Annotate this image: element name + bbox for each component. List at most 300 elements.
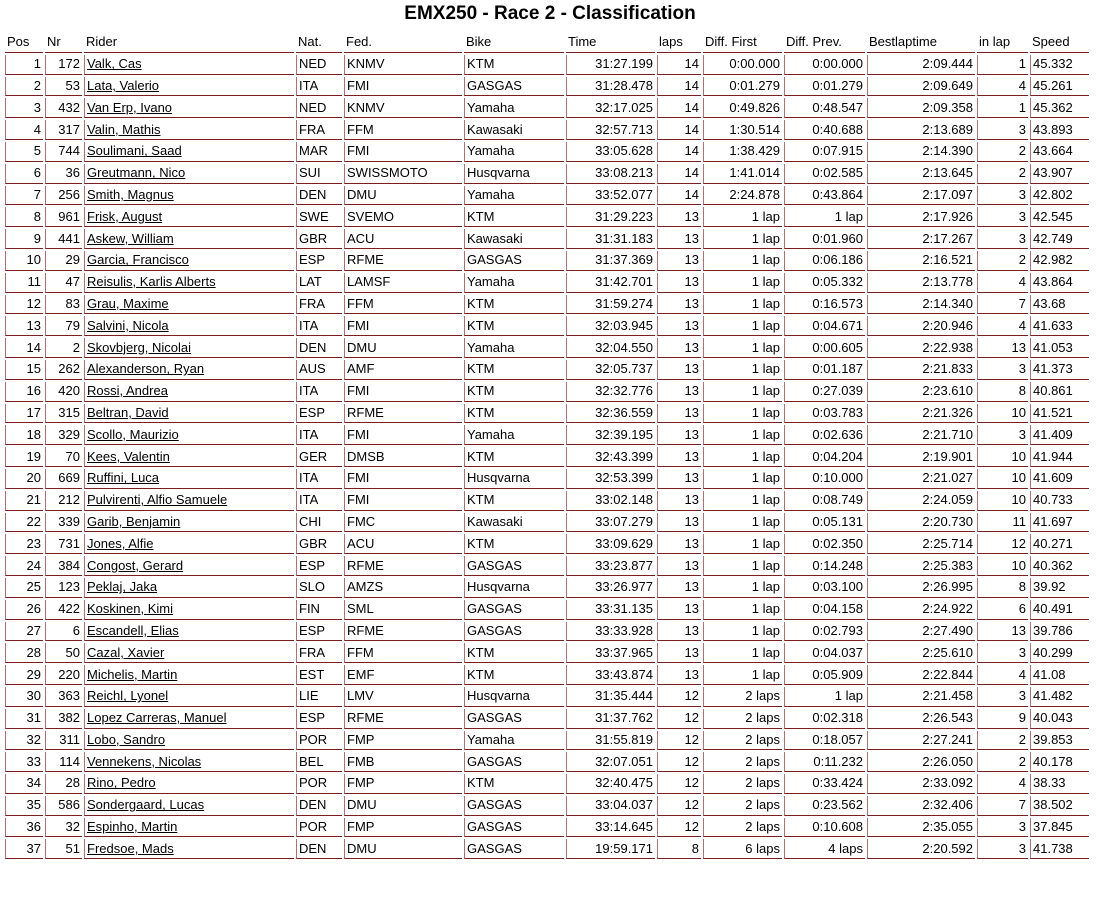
- cell-pos: 29: [5, 665, 43, 685]
- cell-pos: 22: [5, 513, 43, 533]
- cell-diff-first: 1 lap: [703, 447, 782, 467]
- cell-diff-first: 1 lap: [703, 295, 782, 315]
- cell-rider: [84, 142, 294, 162]
- cell-pos: 21: [5, 491, 43, 511]
- cell-pos: 11: [5, 273, 43, 293]
- cell-nat: ITA: [296, 77, 342, 97]
- cell-bestlaptime: 2:25.610: [867, 643, 975, 663]
- table-row: [5, 752, 1089, 772]
- column-header-laps: laps: [657, 33, 701, 53]
- cell-pos: 24: [5, 556, 43, 576]
- table-row: [5, 687, 1089, 707]
- cell-bike: KTM: [464, 404, 564, 424]
- cell-nat: MAR: [296, 142, 342, 162]
- cell-speed: 40.362: [1030, 556, 1089, 576]
- column-header-in-lap: in lap: [977, 33, 1028, 53]
- cell-fed: FMI: [344, 77, 462, 97]
- cell-bike: GASGAS: [464, 600, 564, 620]
- cell-in-lap: 10: [977, 404, 1028, 424]
- column-header-speed: Speed: [1030, 33, 1089, 53]
- column-header-rider: Rider: [84, 33, 294, 53]
- cell-in-lap: 3: [977, 229, 1028, 249]
- rider-link[interactable]: Escandell, Elias: [87, 622, 179, 638]
- cell-fed: FMI: [344, 491, 462, 511]
- rider-link[interactable]: Rino, Pedro: [87, 775, 156, 791]
- cell-speed: 41.409: [1030, 425, 1089, 445]
- page-title: EMX250 - Race 2 - Classification: [404, 3, 696, 24]
- cell-speed: 45.362: [1030, 98, 1089, 118]
- cell-bike: KTM: [464, 665, 564, 685]
- cell-rider: [84, 273, 294, 293]
- cell-pos: 5: [5, 142, 43, 162]
- cell-laps: 14: [657, 77, 701, 97]
- cell-rider: [84, 578, 294, 598]
- rider-link[interactable]: Valk, Cas: [87, 56, 142, 72]
- cell-bike: KTM: [464, 382, 564, 402]
- cell-bestlaptime: 2:16.521: [867, 251, 975, 271]
- table-row: [5, 796, 1089, 816]
- cell-rider: [84, 425, 294, 445]
- cell-diff-first: 2 laps: [703, 796, 782, 816]
- cell-diff-prev: 4 laps: [784, 839, 865, 859]
- table-row: [5, 491, 1089, 511]
- cell-diff-prev: 0:14.248: [784, 556, 865, 576]
- cell-laps: 13: [657, 251, 701, 271]
- cell-diff-first: 1 lap: [703, 491, 782, 511]
- cell-laps: 12: [657, 687, 701, 707]
- cell-nat: CHI: [296, 513, 342, 533]
- cell-bestlaptime: 2:24.059: [867, 491, 975, 511]
- cell-diff-prev: 0:04.204: [784, 447, 865, 467]
- cell-nat: SUI: [296, 164, 342, 184]
- cell-fed: FMI: [344, 469, 462, 489]
- cell-nr: 262: [45, 360, 82, 380]
- cell-time: 32:53.399: [566, 469, 655, 489]
- cell-pos: 16: [5, 382, 43, 402]
- cell-fed: RFME: [344, 709, 462, 729]
- table-row: [5, 55, 1089, 75]
- cell-laps: 12: [657, 796, 701, 816]
- cell-fed: RFME: [344, 622, 462, 642]
- cell-rider: [84, 338, 294, 358]
- cell-pos: 19: [5, 447, 43, 467]
- cell-bestlaptime: 2:26.543: [867, 709, 975, 729]
- cell-in-lap: 12: [977, 534, 1028, 554]
- cell-nat: EST: [296, 665, 342, 685]
- rider-link[interactable]: Soulimani, Saad: [87, 143, 182, 159]
- table-row: [5, 469, 1089, 489]
- rider-link[interactable]: Espinho, Martin: [87, 819, 178, 835]
- rider-link[interactable]: Koskinen, Kimi: [87, 601, 173, 617]
- cell-nat: ITA: [296, 316, 342, 336]
- cell-nat: ITA: [296, 491, 342, 511]
- cell-speed: 43.664: [1030, 142, 1089, 162]
- cell-in-lap: 7: [977, 796, 1028, 816]
- cell-speed: 45.261: [1030, 77, 1089, 97]
- cell-time: 33:04.037: [566, 796, 655, 816]
- cell-diff-prev: 0:03.783: [784, 404, 865, 424]
- cell-nr: 441: [45, 229, 82, 249]
- cell-nat: ESP: [296, 622, 342, 642]
- cell-in-lap: 4: [977, 316, 1028, 336]
- cell-bestlaptime: 2:14.390: [867, 142, 975, 162]
- cell-nr: 329: [45, 425, 82, 445]
- cell-rider: [84, 687, 294, 707]
- cell-in-lap: 1: [977, 98, 1028, 118]
- cell-diff-first: 1 lap: [703, 229, 782, 249]
- rider-link[interactable]: Garcia, Francisco: [87, 252, 189, 268]
- cell-diff-prev: 0:10.608: [784, 818, 865, 838]
- table-row: [5, 98, 1089, 118]
- cell-pos: 35: [5, 796, 43, 816]
- cell-rider: [84, 622, 294, 642]
- cell-fed: DMU: [344, 796, 462, 816]
- cell-rider: [84, 186, 294, 206]
- cell-time: 33:23.877: [566, 556, 655, 576]
- cell-nat: DEN: [296, 338, 342, 358]
- cell-rider: [84, 796, 294, 816]
- rider-link[interactable]: Greutmann, Nico: [87, 165, 186, 181]
- rider-link[interactable]: Reichl, Lyonel: [87, 688, 169, 704]
- rider-link[interactable]: Michelis, Martin: [87, 666, 178, 682]
- cell-nat: BEL: [296, 752, 342, 772]
- cell-pos: 37: [5, 839, 43, 859]
- cell-fed: FMP: [344, 731, 462, 751]
- cell-diff-prev: 0:02.318: [784, 709, 865, 729]
- cell-diff-prev: 0:11.232: [784, 752, 865, 772]
- cell-time: 32:43.399: [566, 447, 655, 467]
- cell-time: 32:57.713: [566, 120, 655, 140]
- cell-speed: 40.733: [1030, 491, 1089, 511]
- rider-link[interactable]: Garib, Benjamin: [87, 513, 181, 529]
- cell-time: 31:31.183: [566, 229, 655, 249]
- cell-bike: KTM: [464, 534, 564, 554]
- cell-diff-prev: 1 lap: [784, 207, 865, 227]
- rider-link[interactable]: Cazal, Xavier: [87, 644, 165, 660]
- cell-diff-first: 1 lap: [703, 643, 782, 663]
- rider-link[interactable]: Sondergaard, Lucas: [87, 797, 205, 813]
- cell-fed: ACU: [344, 229, 462, 249]
- cell-nat: NED: [296, 55, 342, 75]
- rider-link[interactable]: Vennekens, Nicolas: [87, 753, 202, 769]
- cell-bike: GASGAS: [464, 77, 564, 97]
- cell-laps: 13: [657, 622, 701, 642]
- cell-nr: 744: [45, 142, 82, 162]
- cell-rider: [84, 77, 294, 97]
- cell-pos: 12: [5, 295, 43, 315]
- cell-speed: 42.749: [1030, 229, 1089, 249]
- cell-time: 31:42.701: [566, 273, 655, 293]
- rider-link[interactable]: Valin, Mathis: [87, 121, 161, 137]
- cell-speed: 41.373: [1030, 360, 1089, 380]
- table-row: [5, 251, 1089, 271]
- cell-nr: 32: [45, 818, 82, 838]
- rider-link[interactable]: Jones, Alfie: [87, 535, 154, 551]
- cell-fed: DMU: [344, 186, 462, 206]
- cell-bike: Yamaha: [464, 731, 564, 751]
- cell-pos: 26: [5, 600, 43, 620]
- table-row: [5, 404, 1089, 424]
- cell-in-lap: 10: [977, 447, 1028, 467]
- rider-link[interactable]: Congost, Gerard: [87, 557, 184, 573]
- cell-bestlaptime: 2:09.358: [867, 98, 975, 118]
- cell-nr: 731: [45, 534, 82, 554]
- rider-link[interactable]: Ruffini, Luca: [87, 470, 160, 486]
- cell-nr: 47: [45, 273, 82, 293]
- cell-time: 33:08.213: [566, 164, 655, 184]
- cell-diff-first: 0:01.279: [703, 77, 782, 97]
- cell-diff-first: 1 lap: [703, 600, 782, 620]
- cell-speed: 40.178: [1030, 752, 1089, 772]
- table-row: [5, 578, 1089, 598]
- rider-link[interactable]: Pulvirenti, Alfio Samuele: [87, 492, 228, 508]
- cell-speed: 41.053: [1030, 338, 1089, 358]
- cell-time: 32:36.559: [566, 404, 655, 424]
- cell-nr: 220: [45, 665, 82, 685]
- cell-diff-first: 0:00.000: [703, 55, 782, 75]
- cell-nr: 29: [45, 251, 82, 271]
- cell-nr: 36: [45, 164, 82, 184]
- rider-link[interactable]: Smith, Magnus: [87, 186, 174, 202]
- cell-nr: 315: [45, 404, 82, 424]
- cell-bike: KTM: [464, 316, 564, 336]
- cell-bestlaptime: 2:21.710: [867, 425, 975, 445]
- cell-diff-prev: 0:04.158: [784, 600, 865, 620]
- rider-link[interactable]: Grau, Maxime: [87, 295, 169, 311]
- cell-bike: KTM: [464, 55, 564, 75]
- column-header-fed: Fed.: [344, 33, 462, 53]
- rider-link[interactable]: Van Erp, Ivano: [87, 99, 173, 115]
- cell-bestlaptime: 2:21.833: [867, 360, 975, 380]
- cell-nat: AUS: [296, 360, 342, 380]
- cell-rider: [84, 120, 294, 140]
- cell-rider: [84, 469, 294, 489]
- rider-link[interactable]: Kees, Valentin: [87, 448, 170, 464]
- cell-pos: 36: [5, 818, 43, 838]
- rider-link[interactable]: Fredsoe, Mads: [87, 840, 174, 856]
- cell-rider: [84, 731, 294, 751]
- cell-in-lap: 2: [977, 731, 1028, 751]
- cell-speed: 39.853: [1030, 731, 1089, 751]
- cell-speed: 41.08: [1030, 665, 1089, 685]
- cell-in-lap: 11: [977, 513, 1028, 533]
- cell-speed: 42.545: [1030, 207, 1089, 227]
- cell-pos: 1: [5, 55, 43, 75]
- cell-laps: 13: [657, 556, 701, 576]
- cell-time: 33:52.077: [566, 186, 655, 206]
- rider-link[interactable]: Rossi, Andrea: [87, 383, 168, 399]
- cell-nr: 28: [45, 774, 82, 794]
- rider-link[interactable]: Reisulis, Karlis Alberts: [87, 274, 216, 290]
- cell-in-lap: 3: [977, 186, 1028, 206]
- cell-diff-prev: 0:10.000: [784, 469, 865, 489]
- rider-link[interactable]: Alexanderson, Ryan: [87, 361, 205, 377]
- table-row: [5, 295, 1089, 315]
- rider-link[interactable]: Beltran, David: [87, 404, 169, 420]
- cell-fed: FMI: [344, 382, 462, 402]
- cell-in-lap: 2: [977, 251, 1028, 271]
- cell-nat: DEN: [296, 796, 342, 816]
- rider-link[interactable]: Frisk, August: [87, 208, 163, 224]
- cell-diff-prev: 0:07.915: [784, 142, 865, 162]
- cell-bestlaptime: 2:24.922: [867, 600, 975, 620]
- cell-bestlaptime: 2:32.406: [867, 796, 975, 816]
- table-row: [5, 534, 1089, 554]
- cell-time: 33:31.135: [566, 600, 655, 620]
- column-header-bike: Bike: [464, 33, 564, 53]
- cell-diff-prev: 0:02.636: [784, 425, 865, 445]
- cell-nr: 339: [45, 513, 82, 533]
- cell-rider: [84, 556, 294, 576]
- table-row: [5, 273, 1089, 293]
- cell-nat: GBR: [296, 534, 342, 554]
- table-row: [5, 556, 1089, 576]
- cell-bestlaptime: 2:23.610: [867, 382, 975, 402]
- cell-fed: DMU: [344, 839, 462, 859]
- cell-speed: 42.802: [1030, 186, 1089, 206]
- rider-link[interactable]: Salvini, Nicola: [87, 317, 169, 333]
- cell-time: 32:04.550: [566, 338, 655, 358]
- cell-pos: 4: [5, 120, 43, 140]
- cell-laps: 13: [657, 316, 701, 336]
- cell-in-lap: 4: [977, 774, 1028, 794]
- cell-in-lap: 3: [977, 360, 1028, 380]
- cell-pos: 15: [5, 360, 43, 380]
- cell-fed: FMI: [344, 425, 462, 445]
- cell-bike: GASGAS: [464, 709, 564, 729]
- cell-pos: 32: [5, 731, 43, 751]
- cell-time: 31:29.223: [566, 207, 655, 227]
- cell-rider: [84, 295, 294, 315]
- cell-rider: [84, 491, 294, 511]
- cell-speed: 45.332: [1030, 55, 1089, 75]
- cell-rider: [84, 534, 294, 554]
- cell-diff-first: 1 lap: [703, 556, 782, 576]
- cell-laps: 12: [657, 774, 701, 794]
- cell-in-lap: 3: [977, 643, 1028, 663]
- cell-nr: 311: [45, 731, 82, 751]
- table-row: [5, 600, 1089, 620]
- table-row: [5, 382, 1089, 402]
- cell-bike: GASGAS: [464, 818, 564, 838]
- table-row: [5, 425, 1089, 445]
- cell-pos: 13: [5, 316, 43, 336]
- cell-nr: 79: [45, 316, 82, 336]
- cell-diff-first: 1 lap: [703, 382, 782, 402]
- cell-speed: 42.982: [1030, 251, 1089, 271]
- rider-link[interactable]: Peklaj, Jaka: [87, 579, 158, 595]
- column-header-diff-prev: Diff. Prev.: [784, 33, 865, 53]
- cell-bestlaptime: 2:13.778: [867, 273, 975, 293]
- table-row: [5, 360, 1089, 380]
- cell-time: 33:07.279: [566, 513, 655, 533]
- table-row: [5, 186, 1089, 206]
- cell-speed: 40.861: [1030, 382, 1089, 402]
- cell-fed: KNMV: [344, 98, 462, 118]
- cell-diff-prev: 0:00.605: [784, 338, 865, 358]
- cell-time: 33:05.628: [566, 142, 655, 162]
- cell-in-lap: 3: [977, 839, 1028, 859]
- rider-link[interactable]: Scollo, Maurizio: [87, 426, 179, 442]
- cell-nat: POR: [296, 818, 342, 838]
- table-row: [5, 120, 1089, 140]
- cell-nr: 432: [45, 98, 82, 118]
- cell-diff-first: 2 laps: [703, 731, 782, 751]
- table-row: [5, 513, 1089, 533]
- rider-link[interactable]: Lobo, Sandro: [87, 731, 166, 747]
- cell-pos: 17: [5, 404, 43, 424]
- cell-rider: [84, 251, 294, 271]
- cell-rider: [84, 447, 294, 467]
- cell-bike: KTM: [464, 491, 564, 511]
- cell-fed: RFME: [344, 404, 462, 424]
- rider-link[interactable]: Lopez Carreras, Manuel: [87, 710, 227, 726]
- cell-nat: FRA: [296, 295, 342, 315]
- cell-speed: 39.786: [1030, 622, 1089, 642]
- cell-nr: 961: [45, 207, 82, 227]
- cell-speed: 41.633: [1030, 316, 1089, 336]
- cell-speed: 40.491: [1030, 600, 1089, 620]
- cell-laps: 13: [657, 229, 701, 249]
- cell-fed: FFM: [344, 295, 462, 315]
- cell-bestlaptime: 2:21.326: [867, 404, 975, 424]
- cell-diff-first: 2:24.878: [703, 186, 782, 206]
- cell-nr: 53: [45, 77, 82, 97]
- cell-laps: 12: [657, 818, 701, 838]
- cell-in-lap: 13: [977, 622, 1028, 642]
- cell-time: 32:05.737: [566, 360, 655, 380]
- rider-link[interactable]: Lata, Valerio: [87, 77, 160, 93]
- cell-time: 31:37.369: [566, 251, 655, 271]
- cell-nr: 51: [45, 839, 82, 859]
- cell-laps: 13: [657, 425, 701, 445]
- cell-nr: 212: [45, 491, 82, 511]
- cell-nat: POR: [296, 731, 342, 751]
- table-row: [5, 622, 1089, 642]
- cell-laps: 13: [657, 447, 701, 467]
- cell-diff-first: 1 lap: [703, 404, 782, 424]
- cell-fed: EMF: [344, 665, 462, 685]
- cell-time: 32:07.051: [566, 752, 655, 772]
- cell-laps: 13: [657, 360, 701, 380]
- cell-nr: 669: [45, 469, 82, 489]
- cell-nat: GER: [296, 447, 342, 467]
- table-row: [5, 316, 1089, 336]
- cell-in-lap: 10: [977, 491, 1028, 511]
- cell-diff-first: 1 lap: [703, 665, 782, 685]
- cell-rider: [84, 404, 294, 424]
- cell-in-lap: 3: [977, 120, 1028, 140]
- cell-nat: FRA: [296, 643, 342, 663]
- cell-speed: 40.299: [1030, 643, 1089, 663]
- cell-pos: 10: [5, 251, 43, 271]
- cell-diff-first: 1 lap: [703, 425, 782, 445]
- cell-in-lap: 1: [977, 55, 1028, 75]
- cell-rider: [84, 513, 294, 533]
- cell-rider: [84, 207, 294, 227]
- cell-nr: 317: [45, 120, 82, 140]
- cell-fed: SML: [344, 600, 462, 620]
- cell-diff-first: 1 lap: [703, 469, 782, 489]
- rider-link[interactable]: Askew, William: [87, 230, 174, 246]
- cell-nr: 422: [45, 600, 82, 620]
- cell-time: 31:28.478: [566, 77, 655, 97]
- cell-diff-first: 1:30.514: [703, 120, 782, 140]
- cell-bike: Husqvarna: [464, 578, 564, 598]
- cell-laps: 13: [657, 534, 701, 554]
- cell-laps: 13: [657, 600, 701, 620]
- rider-link[interactable]: Skovbjerg, Nicolai: [87, 339, 192, 355]
